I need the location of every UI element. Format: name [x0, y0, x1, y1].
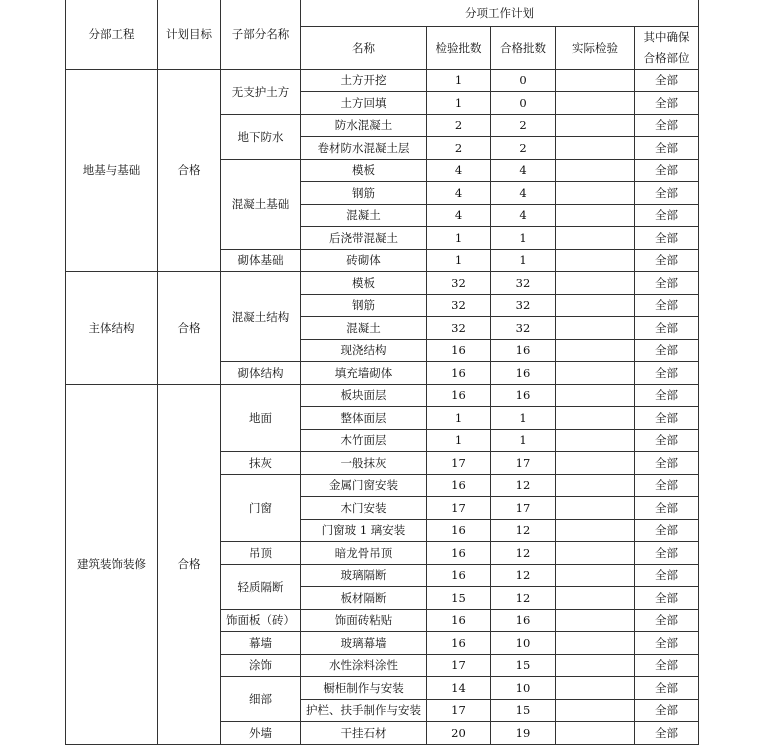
item-name-cell: 整体面层	[301, 407, 427, 430]
subdivision-name-cell: 外墙	[221, 722, 301, 745]
item-name-cell: 现浇结构	[301, 339, 427, 362]
division-name-cell: 建筑装饰装修	[66, 384, 158, 744]
header-inspect-batches: 检验批数	[427, 26, 491, 69]
subdivision-name-cell: 地面	[221, 384, 301, 452]
pass-batches-cell: 1	[491, 227, 556, 250]
ensure-qualified-cell: 全部	[635, 69, 699, 92]
subdivision-name-cell: 砌体结构	[221, 362, 301, 385]
pass-batches-cell: 16	[491, 609, 556, 632]
actual-inspection-cell	[556, 564, 635, 587]
inspect-batches-cell: 16	[427, 542, 491, 565]
inspect-batches-cell: 2	[427, 114, 491, 137]
actual-inspection-cell	[556, 159, 635, 182]
inspect-batches-cell: 17	[427, 654, 491, 677]
ensure-qualified-cell: 全部	[635, 294, 699, 317]
inspect-batches-cell: 14	[427, 677, 491, 700]
ensure-qualified-cell: 全部	[635, 137, 699, 160]
ensure-qualified-cell: 全部	[635, 474, 699, 497]
pass-batches-cell: 0	[491, 92, 556, 115]
ensure-qualified-cell: 全部	[635, 317, 699, 340]
pass-batches-cell: 4	[491, 204, 556, 227]
inspect-batches-cell: 4	[427, 182, 491, 205]
pass-batches-cell: 17	[491, 452, 556, 475]
pass-batches-cell: 16	[491, 362, 556, 385]
actual-inspection-cell	[556, 92, 635, 115]
ensure-qualified-cell: 全部	[635, 114, 699, 137]
actual-inspection-cell	[556, 137, 635, 160]
inspect-batches-cell: 17	[427, 699, 491, 722]
item-name-cell: 玻璃隔断	[301, 564, 427, 587]
ensure-qualified-cell: 全部	[635, 497, 699, 520]
subdivision-name-cell: 无支护土方	[221, 69, 301, 114]
actual-inspection-cell	[556, 204, 635, 227]
subdivision-name-cell: 饰面板（砖）	[221, 609, 301, 632]
plan-target-cell: 合格	[158, 384, 221, 744]
item-name-cell: 混凝土	[301, 317, 427, 340]
actual-inspection-cell	[556, 632, 635, 655]
pass-batches-cell: 19	[491, 722, 556, 745]
actual-inspection-cell	[556, 384, 635, 407]
subdivision-name-cell: 抹灰	[221, 452, 301, 475]
pass-batches-cell: 10	[491, 677, 556, 700]
item-name-cell: 钢筋	[301, 294, 427, 317]
inspect-batches-cell: 16	[427, 519, 491, 542]
item-name-cell: 饰面砖粘贴	[301, 609, 427, 632]
pass-batches-cell: 2	[491, 137, 556, 160]
item-name-cell: 模板	[301, 272, 427, 295]
header-pass-batches: 合格批数	[491, 26, 556, 69]
item-name-cell: 木竹面层	[301, 429, 427, 452]
table-row	[66, 384, 699, 407]
ensure-qualified-cell: 全部	[635, 204, 699, 227]
subdivision-name-cell: 混凝土结构	[221, 272, 301, 362]
item-name-cell: 混凝土	[301, 204, 427, 227]
inspect-batches-cell: 32	[427, 317, 491, 340]
subdivision-name-cell: 门窗	[221, 474, 301, 542]
ensure-qualified-cell: 全部	[635, 722, 699, 745]
item-name-cell: 卷材防水混凝土层	[301, 137, 427, 160]
item-name-cell: 砖砌体	[301, 249, 427, 272]
work-plan-table	[65, 0, 699, 745]
ensure-qualified-cell: 全部	[635, 519, 699, 542]
pass-batches-cell: 17	[491, 497, 556, 520]
pass-batches-cell: 4	[491, 182, 556, 205]
pass-batches-cell: 12	[491, 474, 556, 497]
header-actual-inspection: 实际检验	[556, 26, 635, 69]
actual-inspection-cell	[556, 497, 635, 520]
item-name-cell: 橱柜制作与安装	[301, 677, 427, 700]
pass-batches-cell: 12	[491, 564, 556, 587]
inspect-batches-cell: 16	[427, 564, 491, 587]
header-plan-target: 计划目标	[158, 0, 221, 69]
actual-inspection-cell	[556, 294, 635, 317]
actual-inspection-cell	[556, 519, 635, 542]
inspect-batches-cell: 32	[427, 294, 491, 317]
actual-inspection-cell	[556, 339, 635, 362]
pass-batches-cell: 32	[491, 272, 556, 295]
inspect-batches-cell: 17	[427, 497, 491, 520]
subdivision-name-cell: 幕墙	[221, 632, 301, 655]
actual-inspection-cell	[556, 609, 635, 632]
actual-inspection-cell	[556, 474, 635, 497]
item-name-cell: 板块面层	[301, 384, 427, 407]
ensure-qualified-cell: 全部	[635, 564, 699, 587]
actual-inspection-cell	[556, 182, 635, 205]
header-subdivision: 子部分名称	[221, 0, 301, 69]
inspect-batches-cell: 1	[427, 92, 491, 115]
actual-inspection-cell	[556, 407, 635, 430]
item-name-cell: 金属门窗安装	[301, 474, 427, 497]
subdivision-name-cell: 涂饰	[221, 654, 301, 677]
pass-batches-cell: 1	[491, 429, 556, 452]
actual-inspection-cell	[556, 272, 635, 295]
item-name-cell: 暗龙骨吊顶	[301, 542, 427, 565]
actual-inspection-cell	[556, 114, 635, 137]
actual-inspection-cell	[556, 699, 635, 722]
header-item-plan: 分项工作计划	[301, 0, 699, 26]
actual-inspection-cell	[556, 542, 635, 565]
inspect-batches-cell: 2	[427, 137, 491, 160]
ensure-qualified-cell: 全部	[635, 452, 699, 475]
header-name: 名称	[301, 26, 427, 69]
table-body	[66, 69, 699, 744]
actual-inspection-cell	[556, 429, 635, 452]
pass-batches-cell: 0	[491, 69, 556, 92]
pass-batches-cell: 12	[491, 587, 556, 610]
inspect-batches-cell: 4	[427, 204, 491, 227]
ensure-qualified-cell: 全部	[635, 407, 699, 430]
pass-batches-cell: 32	[491, 294, 556, 317]
inspect-batches-cell: 20	[427, 722, 491, 745]
actual-inspection-cell	[556, 249, 635, 272]
division-name-cell: 地基与基础	[66, 69, 158, 272]
actual-inspection-cell	[556, 452, 635, 475]
actual-inspection-cell	[556, 677, 635, 700]
item-name-cell: 钢筋	[301, 182, 427, 205]
header-ensure-qualified	[635, 26, 699, 69]
item-name-cell: 水性涂料涂性	[301, 654, 427, 677]
inspect-batches-cell: 1	[427, 407, 491, 430]
table-row	[66, 69, 699, 92]
ensure-qualified-cell: 全部	[635, 677, 699, 700]
division-name-cell: 主体结构	[66, 272, 158, 385]
item-name-cell: 填充墙砌体	[301, 362, 427, 385]
ensure-qualified-cell: 全部	[635, 249, 699, 272]
table-header	[66, 0, 699, 69]
plan-target-cell: 合格	[158, 272, 221, 385]
ensure-qualified-cell: 全部	[635, 609, 699, 632]
inspect-batches-cell: 16	[427, 362, 491, 385]
ensure-qualified-cell: 全部	[635, 159, 699, 182]
plan-target-cell: 合格	[158, 69, 221, 272]
inspect-batches-cell: 15	[427, 587, 491, 610]
item-name-cell: 后浇带混凝土	[301, 227, 427, 250]
pass-batches-cell: 12	[491, 519, 556, 542]
actual-inspection-cell	[556, 317, 635, 340]
inspect-batches-cell: 16	[427, 474, 491, 497]
pass-batches-cell: 16	[491, 339, 556, 362]
ensure-qualified-cell: 全部	[635, 227, 699, 250]
subdivision-name-cell: 轻质隔断	[221, 564, 301, 609]
item-name-cell: 玻璃幕墙	[301, 632, 427, 655]
item-name-cell: 木门安装	[301, 497, 427, 520]
inspect-batches-cell: 16	[427, 384, 491, 407]
inspect-batches-cell: 32	[427, 272, 491, 295]
pass-batches-cell: 15	[491, 654, 556, 677]
ensure-qualified-cell: 全部	[635, 362, 699, 385]
header-ensure-line2: 合格部位	[643, 50, 690, 65]
pass-batches-cell: 32	[491, 317, 556, 340]
actual-inspection-cell	[556, 587, 635, 610]
inspect-batches-cell: 4	[427, 159, 491, 182]
ensure-qualified-cell: 全部	[635, 587, 699, 610]
header-division: 分部工程	[66, 0, 158, 69]
pass-batches-cell: 2	[491, 114, 556, 137]
inspect-batches-cell: 1	[427, 69, 491, 92]
ensure-qualified-cell: 全部	[635, 92, 699, 115]
pass-batches-cell: 16	[491, 384, 556, 407]
actual-inspection-cell	[556, 69, 635, 92]
ensure-qualified-cell: 全部	[635, 384, 699, 407]
inspect-batches-cell: 1	[427, 249, 491, 272]
item-name-cell: 门窗玻 1 璃安装	[301, 519, 427, 542]
item-name-cell: 板材隔断	[301, 587, 427, 610]
inspect-batches-cell: 16	[427, 339, 491, 362]
pass-batches-cell: 1	[491, 249, 556, 272]
subdivision-name-cell: 混凝土基础	[221, 159, 301, 249]
subdivision-name-cell: 地下防水	[221, 114, 301, 159]
ensure-qualified-cell: 全部	[635, 339, 699, 362]
table-row	[66, 272, 699, 295]
actual-inspection-cell	[556, 722, 635, 745]
item-name-cell: 护栏、扶手制作与安装	[301, 699, 427, 722]
actual-inspection-cell	[556, 362, 635, 385]
ensure-qualified-cell: 全部	[635, 699, 699, 722]
pass-batches-cell: 1	[491, 407, 556, 430]
item-name-cell: 一般抹灰	[301, 452, 427, 475]
subdivision-name-cell: 吊顶	[221, 542, 301, 565]
inspect-batches-cell: 16	[427, 632, 491, 655]
item-name-cell: 干挂石材	[301, 722, 427, 745]
pass-batches-cell: 10	[491, 632, 556, 655]
item-name-cell: 模板	[301, 159, 427, 182]
ensure-qualified-cell: 全部	[635, 429, 699, 452]
inspect-batches-cell: 17	[427, 452, 491, 475]
header-ensure-line1: 其中确保	[643, 29, 690, 44]
subdivision-name-cell: 细部	[221, 677, 301, 722]
subdivision-name-cell: 砌体基础	[221, 249, 301, 272]
ensure-qualified-cell: 全部	[635, 182, 699, 205]
pass-batches-cell: 15	[491, 699, 556, 722]
ensure-qualified-cell: 全部	[635, 542, 699, 565]
inspect-batches-cell: 1	[427, 429, 491, 452]
pass-batches-cell: 4	[491, 159, 556, 182]
inspect-batches-cell: 16	[427, 609, 491, 632]
pass-batches-cell: 12	[491, 542, 556, 565]
actual-inspection-cell	[556, 227, 635, 250]
item-name-cell: 土方开挖	[301, 69, 427, 92]
ensure-qualified-cell: 全部	[635, 272, 699, 295]
ensure-qualified-cell: 全部	[635, 654, 699, 677]
actual-inspection-cell	[556, 654, 635, 677]
item-name-cell: 防水混凝土	[301, 114, 427, 137]
inspect-batches-cell: 1	[427, 227, 491, 250]
ensure-qualified-cell: 全部	[635, 632, 699, 655]
item-name-cell: 土方回填	[301, 92, 427, 115]
